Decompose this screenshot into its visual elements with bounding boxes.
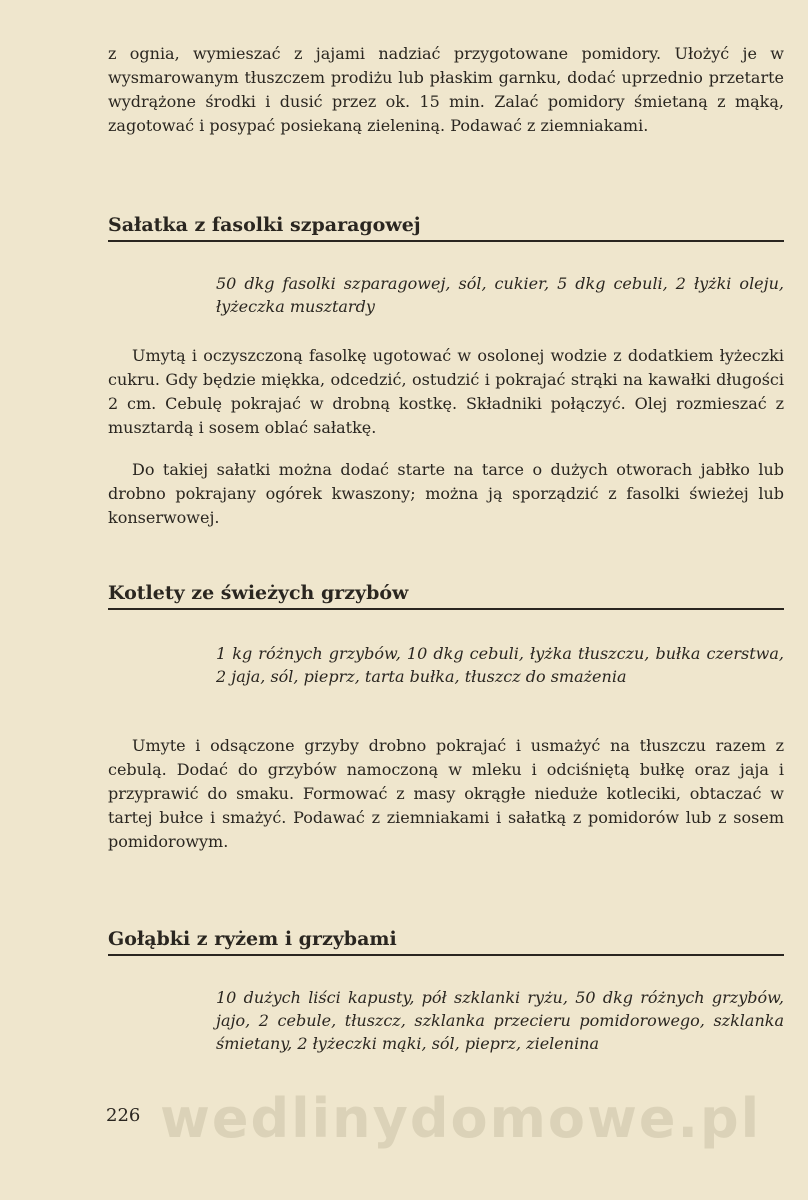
watermark: wedlinydomowe.pl xyxy=(160,1087,762,1150)
recipe-ingredients-golabki: 10 dużych liści kapusty, pół szklanki ryżu, 50 dkg różnych grzybów, jajo, 2 cebule, tłuszcz, szklanka przecieru pomidorowego, szklanka śmietany, 2 łyżeczki mąki, sól, pieprz, zielenina xyxy=(216,988,784,1053)
recipe-instructions-kotlety: Umyte i odsączone grzyby drobno pokrajać i usmażyć na tłuszczu razem z cebulą. Dodać do grzybów namoczoną w mleku i odciśniętą bułkę oraz jaja i przyprawić do smaku. Formować z masy okrągłe nieduże kotleciki, obtaczać w tartej bułce i smażyć. Podawać z ziemniakami i sałatką z pomidorów lub z sosem pomidorowym. xyxy=(108,736,784,851)
recipe-ingredients-kotlety: 1 kg różnych grzybów, 10 dkg cebuli, łyżka tłuszczu, bułka czerstwa, 2 jaja, sól, pieprz, tarta bułka, tłuszcz do smażenia xyxy=(216,644,784,686)
recipe-instructions-salatka-2: Do takiej sałatki można dodać starte na tarce o dużych otworach jabłko lub drobno pokrajany ogórek kwaszony; można ją sporządzić z fasolki świeżej lub konserwowej. xyxy=(108,460,784,527)
intro-paragraph: z ognia, wymieszać z jajami nadziać przygotowane pomidory. Ułożyć je w wysmarowanym tłuszczem prodiżu lub płaskim garnku, dodać uprzednio przetarte wydrążone środki i dusić przez ok. 15 min. Zalać pomidory śmietaną z mąką, zagotować i posypać posiekaną zieleniną. Podawać z ziemniakami. xyxy=(108,44,784,135)
recipe-title-kotlety: Kotlety ze świeżych grzybów xyxy=(108,580,784,610)
recipe-instructions-salatka-1: Umytą i oczyszczoną fasolkę ugotować w osolonej wodzie z dodatkiem łyżeczki cukru. Gdy będzie miękka, odcedzić, ostudzić i pokrajać strąki na kawałki długości 2 cm. Cebulę pokrajać w drobną kostkę. Składniki połączyć. Olej rozmieszać z musztardą i sosem oblać sałatkę. xyxy=(108,346,784,437)
page-number: 226 xyxy=(106,1105,141,1126)
recipe-ingredients-salatka: 50 dkg fasolki szparagowej, sól, cukier, 5 dkg cebuli, 2 łyżki oleju, łyżeczka musztardy xyxy=(216,274,784,316)
recipe-title-salatka: Sałatka z fasolki szparagowej xyxy=(108,212,784,242)
recipe-title-golabki: Gołąbki z ryżem i grzybami xyxy=(108,926,784,956)
